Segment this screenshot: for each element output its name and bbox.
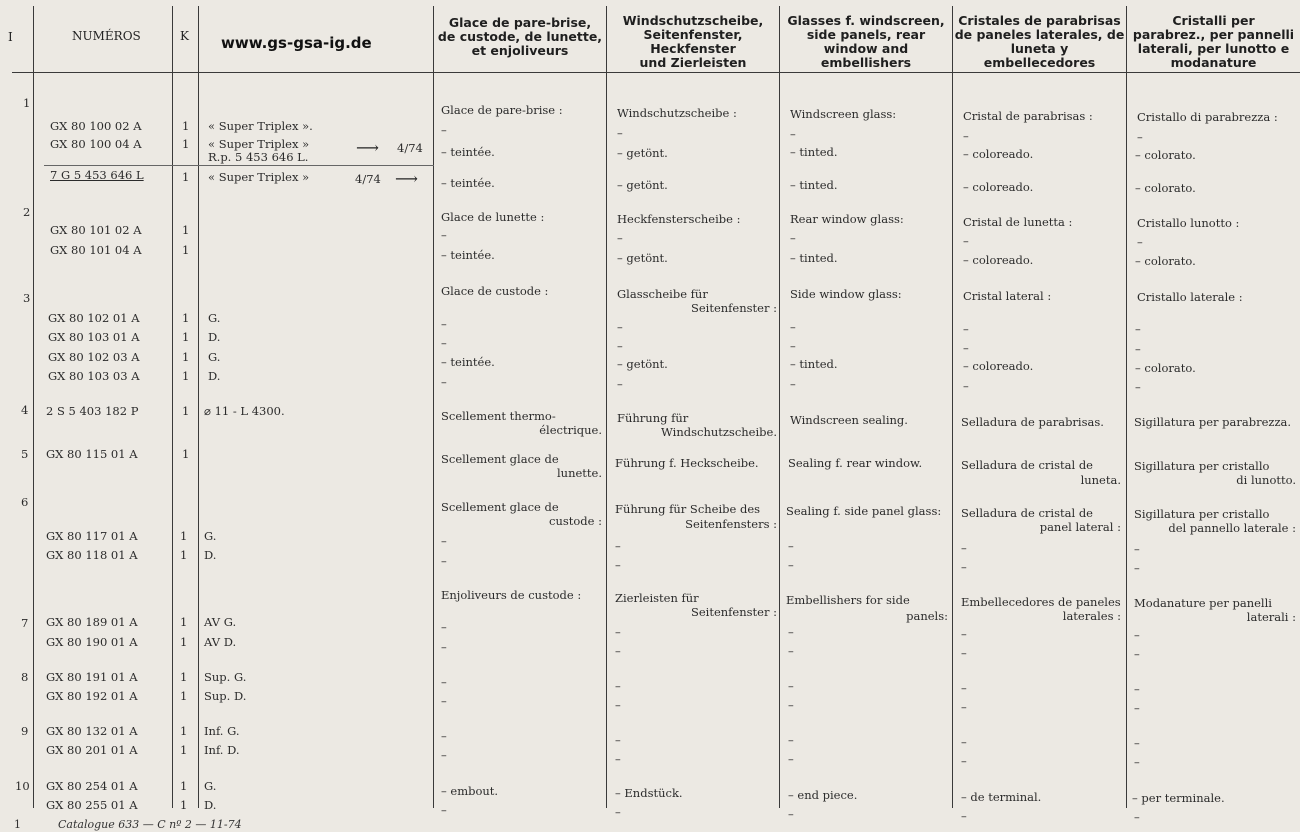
fr-dash: – (441, 228, 447, 242)
quantity: 1 (180, 779, 188, 793)
fr-dash: – (441, 729, 447, 743)
de-dash: – (615, 644, 621, 658)
part-number: GX 80 101 02 A (50, 223, 142, 237)
part-desc: D. (208, 330, 221, 344)
col-divider (1126, 6, 1127, 808)
es-title-line2: luneta. (1080, 473, 1121, 487)
de-dash: – (615, 679, 621, 693)
group-number: 3 (23, 291, 31, 305)
fr-title-line2: électrique. (539, 423, 602, 437)
de-variant: – getönt. (617, 251, 668, 265)
it-dash: – (1134, 628, 1140, 642)
es-title: Embellecedores de paneles (961, 595, 1121, 609)
it-dash: – (1135, 380, 1141, 394)
group-number: 7 (21, 616, 29, 630)
quantity: 1 (180, 689, 188, 703)
part-desc: G. (204, 779, 217, 793)
quantity: 1 (182, 243, 190, 257)
part-number: GX 80 118 01 A (46, 548, 138, 562)
part-number: GX 80 100 04 A (50, 137, 142, 151)
quantity: 1 (182, 223, 190, 237)
quantity: 1 (182, 170, 190, 184)
de-dash: – (615, 558, 621, 572)
it-dash: – (1134, 755, 1140, 769)
es-title: Selladura de cristal de (961, 506, 1093, 520)
es-dash: – (961, 754, 967, 768)
col-divider (952, 6, 953, 808)
en-variant: – end piece. (788, 788, 858, 802)
part-desc: Inf. G. (204, 724, 240, 738)
quantity: 1 (182, 404, 190, 418)
es-variant: – de terminal. (961, 790, 1042, 804)
en-dash: – (790, 377, 796, 391)
part-number: GX 80 102 03 A (48, 350, 140, 364)
quantity: 1 (180, 615, 188, 629)
part-desc: Sup. G. (204, 670, 247, 684)
en-title: Windscreen sealing. (790, 413, 908, 427)
it-title: Cristallo lunotto : (1137, 216, 1240, 230)
part-number: GX 80 192 01 A (46, 689, 138, 703)
part-desc: D. (208, 369, 221, 383)
en-variant: – tinted. (790, 145, 838, 159)
header-fr: Glace de pare-brise, de custode, de lunette, et enjoliveurs (437, 15, 603, 58)
header-rule (12, 72, 1300, 73)
quantity: 1 (182, 330, 190, 344)
de-title-line2: Windschutzscheibe. (661, 425, 777, 439)
quantity: 1 (182, 447, 190, 461)
header-de: Windschutzscheibe, Seitenfenster, Heckfenster und Zierleisten (622, 13, 764, 70)
es-dash: – (961, 627, 967, 641)
es-dash: – (963, 379, 969, 393)
en-dash: – (790, 320, 796, 334)
es-title: Cristal lateral : (963, 289, 1052, 303)
de-dash: – (617, 377, 623, 391)
fr-dash: – (441, 694, 447, 708)
en-title: Side window glass: (790, 287, 902, 301)
es-dash: – (963, 341, 969, 355)
arrow-right-icon: ⟶ (395, 169, 418, 188)
es-title-line2: laterales : (1062, 609, 1121, 623)
it-dash: – (1135, 322, 1141, 336)
es-dash: – (961, 700, 967, 714)
de-variant: – getönt. (617, 146, 668, 160)
es-variant: – coloreado. (963, 253, 1034, 267)
de-title: Zierleisten für (615, 591, 699, 605)
group-number: 9 (21, 724, 29, 738)
es-dash: – (963, 322, 969, 336)
part-number: GX 80 103 01 A (48, 330, 140, 344)
col-divider (433, 6, 434, 808)
fr-title-line2: custode : (549, 514, 602, 528)
fr-variant: – embout. (441, 784, 499, 798)
group-number: 1 (23, 96, 31, 110)
de-dash: – (617, 320, 623, 334)
fr-title: Scellement thermo- (441, 409, 556, 423)
part-desc: ⌀ 11 - L 4300. (204, 404, 285, 418)
quantity: 1 (180, 724, 188, 738)
de-variant: – getönt. (617, 178, 668, 192)
it-title-line2: di lunotto. (1236, 473, 1296, 487)
es-title: Selladura de parabrisas. (961, 415, 1104, 429)
de-variant: – getönt. (617, 357, 668, 371)
fr-dash: – (441, 534, 447, 548)
en-variant: – tinted. (790, 357, 838, 371)
quantity: 1 (182, 137, 190, 151)
de-dash: – (615, 752, 621, 766)
it-dash: – (1134, 647, 1140, 661)
group-number: 4 (21, 403, 29, 417)
es-title: Selladura de cristal de (961, 458, 1093, 472)
fr-title-line2: lunette. (556, 466, 602, 480)
de-dash: – (615, 733, 621, 747)
es-dash: – (963, 129, 969, 143)
part-desc: « Super Triplex » (208, 137, 310, 151)
it-dash: – (1135, 342, 1141, 356)
catalogue-ref: Catalogue 633 — C nº 2 — 11-74 (58, 818, 242, 831)
it-variant: – colorato. (1135, 361, 1196, 375)
header-col-k: K (180, 29, 189, 43)
it-variant: – colorato. (1135, 181, 1196, 195)
en-dash: – (788, 625, 794, 639)
es-title: Cristal de parabrisas : (963, 109, 1093, 123)
header-col-i: I (8, 30, 13, 44)
en-title: Sealing f. side panel glass: (786, 504, 942, 518)
fr-variant: – teintée. (441, 176, 495, 190)
group-number: 5 (21, 447, 29, 461)
fr-dash: – (441, 554, 447, 568)
fr-title: Glace de pare-brise : (441, 103, 563, 117)
part-number: GX 80 100 02 A (50, 119, 142, 133)
it-dash: – (1134, 701, 1140, 715)
en-dash: – (790, 339, 796, 353)
it-title: Sigillatura per parabrezza. (1134, 415, 1292, 429)
de-title: Führung für (617, 411, 689, 425)
part-desc: AV D. (204, 635, 237, 649)
en-dash: – (788, 698, 794, 712)
en-dash: – (788, 558, 794, 572)
fr-variant: – teintée. (441, 355, 495, 369)
header-en: Glasses f. windscreen, side panels, rear window and embellishers (787, 13, 945, 70)
en-dash: – (788, 644, 794, 658)
en-variant: – tinted. (790, 251, 838, 265)
part-desc: D. (204, 798, 217, 812)
de-dash: – (617, 339, 623, 353)
part-desc: « Super Triplex » (208, 170, 310, 184)
it-title: Sigillatura per cristallo (1134, 459, 1270, 473)
fr-title: Scellement glace de (441, 500, 559, 514)
group-number: 6 (21, 495, 29, 509)
es-dash: – (961, 541, 967, 555)
it-dash: – (1134, 810, 1140, 824)
header-es: Cristales de parabrisas de paneles laterales, de luneta y embellecedores (954, 13, 1125, 70)
part-number: GX 80 190 01 A (46, 635, 138, 649)
it-title: Cristallo laterale : (1137, 290, 1243, 304)
it-dash: – (1137, 130, 1143, 144)
part-number: GX 80 115 01 A (46, 447, 138, 461)
part-number: 7 G 5 453 646 L (50, 168, 144, 182)
part-number: GX 80 101 04 A (50, 243, 142, 257)
part-desc: G. (204, 529, 217, 543)
col-divider (606, 6, 607, 808)
fr-dash: – (441, 803, 447, 817)
arrow-right-icon: ⟶ (356, 138, 379, 157)
part-number: 2 S 5 403 182 P (46, 404, 139, 418)
de-title: Führung f. Heckscheibe. (615, 456, 759, 470)
en-dash: – (788, 679, 794, 693)
en-title: Sealing f. rear window. (788, 456, 923, 470)
part-desc: « Super Triplex ». (208, 119, 313, 133)
part-number: GX 80 255 01 A (46, 798, 138, 812)
en-title: Rear window glass: (790, 212, 904, 226)
de-title-line2: Seitenfenster : (690, 605, 777, 619)
de-title: Heckfensterscheibe : (617, 212, 741, 226)
es-title-line2: panel lateral : (1039, 520, 1121, 534)
es-dash: – (963, 234, 969, 248)
col-divider (33, 6, 34, 808)
it-variant: – colorato. (1135, 254, 1196, 268)
header-it: Cristalli per parabrez., per pannelli laterali, per lunotto e modanature (1132, 13, 1295, 70)
quantity: 1 (182, 119, 190, 133)
col-divider (779, 6, 780, 808)
group-number: 10 (15, 779, 30, 793)
es-title: Cristal de lunetta : (963, 215, 1073, 229)
fr-title: Glace de lunette : (441, 210, 545, 224)
it-dash: – (1137, 235, 1143, 249)
it-dash: – (1134, 682, 1140, 696)
quantity: 1 (180, 670, 188, 684)
part-desc-line2: R.p. 5 453 646 L. (208, 150, 309, 164)
de-variant: – Endstück. (615, 786, 683, 800)
de-dash: – (615, 625, 621, 639)
fr-dash: – (441, 640, 447, 654)
row-rule (44, 165, 434, 166)
en-dash: – (790, 127, 796, 141)
fr-title: Enjoliveurs de custode : (441, 588, 582, 602)
it-title-line2: laterali : (1246, 610, 1296, 624)
quantity: 1 (182, 350, 190, 364)
validity-date: 4/74 (397, 141, 423, 155)
fr-variant: – teintée. (441, 145, 495, 159)
it-variant: – per terminale. (1132, 791, 1225, 805)
es-dash: – (961, 560, 967, 574)
fr-dash: – (441, 748, 447, 762)
de-dash: – (617, 231, 623, 245)
it-dash: – (1134, 542, 1140, 556)
fr-dash: – (441, 675, 447, 689)
de-dash: – (615, 805, 621, 819)
it-dash: – (1134, 561, 1140, 575)
de-dash: – (617, 126, 623, 140)
es-dash: – (961, 681, 967, 695)
en-dash: – (790, 231, 796, 245)
fr-variant: – teintée. (441, 248, 495, 262)
part-number: GX 80 102 01 A (48, 311, 140, 325)
quantity: 1 (180, 529, 188, 543)
validity-date: 4/74 (355, 172, 381, 186)
fr-title: Scellement glace de (441, 452, 559, 466)
fr-dash: – (441, 375, 447, 389)
es-variant: – coloreado. (963, 359, 1034, 373)
group-number: 2 (23, 205, 31, 219)
es-dash: – (961, 735, 967, 749)
fr-dash: – (441, 317, 447, 331)
part-number: GX 80 191 01 A (46, 670, 138, 684)
en-dash: – (788, 752, 794, 766)
es-dash: – (961, 646, 967, 660)
page-number: 1 (14, 818, 21, 831)
it-title: Cristallo di parabrezza : (1137, 110, 1278, 124)
fr-dash: – (441, 620, 447, 634)
part-number: GX 80 132 01 A (46, 724, 138, 738)
quantity: 1 (180, 548, 188, 562)
it-dash: – (1134, 736, 1140, 750)
part-number: GX 80 117 01 A (46, 529, 138, 543)
part-number: GX 80 254 01 A (46, 779, 138, 793)
part-number: GX 80 189 01 A (46, 615, 138, 629)
part-desc: G. (208, 350, 221, 364)
header-col-numeros: NUMÉROS (72, 29, 141, 43)
de-title-line2: Seitenfensters : (685, 517, 777, 531)
de-title-line2: Seitenfenster : (690, 301, 777, 315)
part-desc: G. (208, 311, 221, 325)
en-title: Windscreen glass: (790, 107, 897, 121)
group-number: 8 (21, 670, 29, 684)
col-divider (198, 6, 199, 808)
fr-dash: – (441, 336, 447, 350)
part-desc: D. (204, 548, 217, 562)
en-dash: – (788, 807, 794, 821)
part-number: GX 80 201 01 A (46, 743, 138, 757)
quantity: 1 (182, 311, 190, 325)
part-desc: Sup. D. (204, 689, 247, 703)
en-dash: – (788, 539, 794, 553)
en-variant: – tinted. (790, 178, 838, 192)
it-variant: – colorato. (1135, 148, 1196, 162)
col-divider (172, 6, 173, 808)
it-title: Sigillatura per cristallo (1134, 507, 1270, 521)
de-dash: – (615, 698, 621, 712)
en-dash: – (788, 733, 794, 747)
part-desc: Inf. D. (204, 743, 240, 757)
de-title: Windschutzscheibe : (617, 106, 737, 120)
fr-dash: – (441, 123, 447, 137)
fr-title: Glace de custode : (441, 284, 549, 298)
de-dash: – (615, 539, 621, 553)
watermark-url: www.gs-gsa-ig.de (221, 34, 372, 52)
quantity: 1 (182, 369, 190, 383)
en-title-line2: panels: (906, 609, 948, 623)
en-title: Embellishers for side (786, 593, 910, 607)
quantity: 1 (180, 635, 188, 649)
it-title: Modanature per panelli (1134, 596, 1272, 610)
de-title: Führung für Scheibe des (615, 502, 761, 516)
part-desc: AV G. (204, 615, 237, 629)
es-dash: – (961, 809, 967, 823)
de-title: Glasscheibe für (617, 287, 708, 301)
it-title-line2: del pannello laterale : (1168, 521, 1296, 535)
es-variant: – coloreado. (963, 180, 1034, 194)
es-variant: – coloreado. (963, 147, 1034, 161)
quantity: 1 (180, 798, 188, 812)
quantity: 1 (180, 743, 188, 757)
part-number: GX 80 103 03 A (48, 369, 140, 383)
